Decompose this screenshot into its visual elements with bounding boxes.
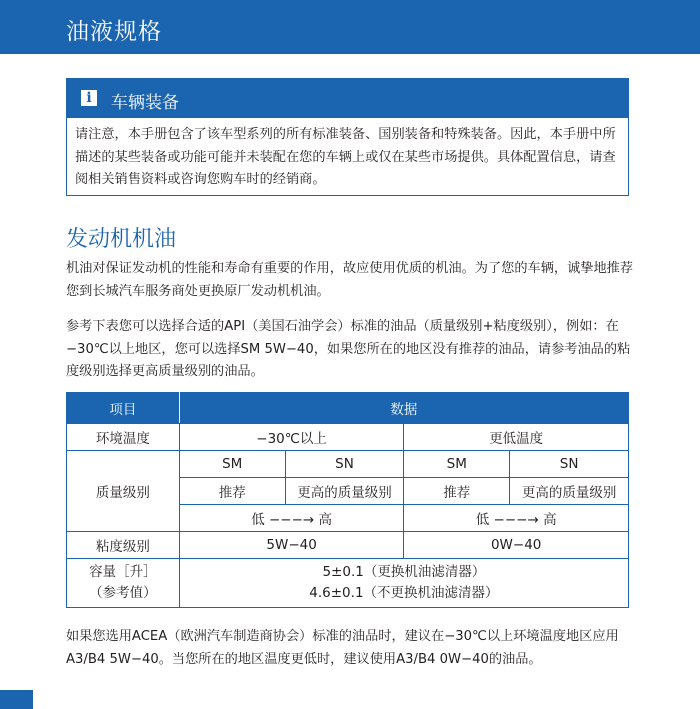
capacity-label	[67, 559, 180, 608]
table-row	[67, 424, 629, 451]
notice-header	[67, 79, 628, 118]
env-temp-above-minus30: −30℃以上	[179, 424, 404, 451]
paragraph-intro: 机油对保证发动机的性能和寿命有重要的作用，故应使用优质的机油。为了您的车辆，诚挚地推荐您到长城汽车服务商处更换原厂发动机机油。	[66, 261, 634, 299]
vehicle-equipment-notice	[66, 78, 629, 196]
section-title: 发动机机油	[66, 227, 177, 252]
grade-sn: SN	[510, 451, 629, 478]
viscosity-b: 0W−40	[404, 532, 629, 559]
capacity-values	[179, 559, 628, 608]
info-icon: i	[81, 90, 97, 106]
quality-scale: 低 −−−→ 高	[179, 505, 404, 532]
paragraph-api: 参考下表您可以选择合适的API（美国石油学会）标准的油品（质量级别+粘度级别），例如：在−30℃以上地区，您可以选择SM 5W−40，如果您所在的地区没有推荐的油品，请参考油品的粘度级别选择更高质量级别的油品。	[66, 319, 631, 379]
grade-sm: SM	[179, 451, 285, 478]
oil-spec-table	[66, 392, 629, 608]
viscosity-a: 5W−40	[179, 532, 404, 559]
capacity-label-line2: （参考值）	[89, 585, 157, 601]
grade-sn: SN	[285, 451, 404, 478]
viscosity-label: 粘度级别	[67, 532, 180, 559]
paragraph-acea: 如果您选用ACEA（欧洲汽车制造商协会）标准的油品时，建议在−30℃以上环境温度地区应用A3/B4 5W−40。当您所在的地区温度更低时，建议使用A3/B4 0W−40的油品。	[66, 629, 619, 667]
table-header-row	[67, 393, 629, 424]
table-row	[67, 532, 629, 559]
env-temp-lower: 更低温度	[404, 424, 629, 451]
header-data: 数据	[179, 393, 628, 424]
grade-sm: SM	[404, 451, 510, 478]
quality-grade-label: 质量级别	[67, 451, 180, 532]
header-item: 项目	[67, 393, 180, 424]
notice-title: 车辆装备	[111, 93, 179, 113]
capacity-with-filter: 5±0.1（更换机油滤清器）	[322, 564, 486, 580]
quality-scale: 低 −−−→ 高	[404, 505, 629, 532]
page-title: 油液规格	[66, 19, 162, 45]
grade-recommended: 推荐	[404, 478, 510, 505]
capacity-label-line1: 容量［升］	[89, 564, 157, 580]
grade-higher: 更高的质量级别	[510, 478, 629, 505]
table-row	[67, 559, 629, 608]
header-bar	[0, 0, 700, 54]
page-corner-tab	[0, 690, 33, 709]
grade-recommended: 推荐	[179, 478, 285, 505]
notice-body: 请注意，本手册包含了该车型系列的所有标准装备、国别装备和特殊装备。因此，本手册中所描述的某些装备或功能可能并未装配在您的车辆上或仅在某些市场提供。具体配置信息，请查阅相关销售资料或咨询您购车时的经销商。	[75, 127, 616, 187]
table-row	[67, 451, 629, 478]
capacity-without-filter: 4.6±0.1（不更换机油滤清器）	[309, 585, 499, 601]
grade-higher: 更高的质量级别	[285, 478, 404, 505]
env-temp-label: 环境温度	[67, 424, 180, 451]
